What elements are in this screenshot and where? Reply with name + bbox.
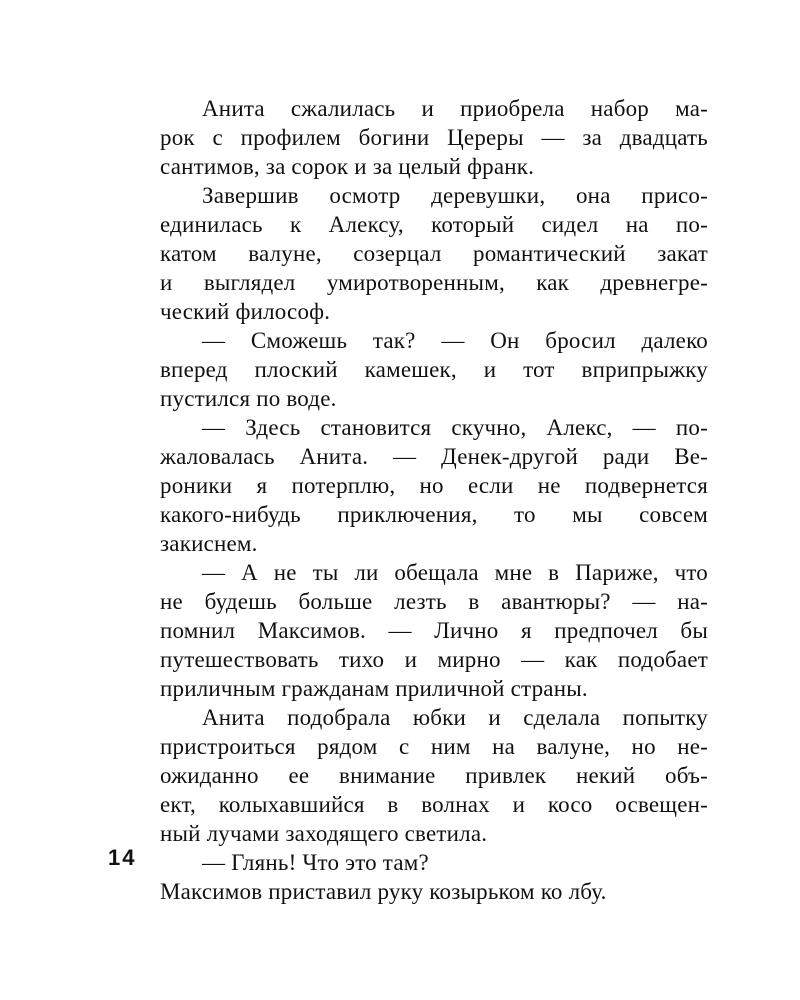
text-line: ожиданно ее внимание привлек некий объ-	[160, 763, 708, 788]
text-line: не будешь больше лезть в авантюры? — на-	[160, 589, 708, 614]
text-line: пустился по воде.	[160, 386, 337, 411]
text-line: сантимов, за сорок и за целый франк.	[160, 154, 535, 179]
text-line: катом валуне, созерцал романтический закат	[160, 241, 708, 266]
text-line: вперед плоский камешек, и тот вприпрыжку	[160, 357, 708, 382]
text-line: ект, колыхавшийся в волнах и косо освещен-	[160, 792, 708, 817]
text-line: закиснем.	[160, 531, 258, 556]
text-line: и выглядел умиротворенным, как древнегре-	[160, 270, 708, 295]
text-line: — Здесь становится скучно, Алекс, — по-	[202, 415, 708, 440]
text-line: — Глянь! Что это там?	[202, 850, 429, 875]
text-line: роники я потерплю, но если не подвернется	[160, 473, 708, 498]
page-number: 14	[108, 845, 137, 870]
text-line: — Сможешь так? — Он бросил далеко	[202, 328, 708, 353]
text-line: приличным гражданам приличной страны.	[160, 676, 588, 701]
text-line: Анита подобрала юбки и сделала попытку	[202, 705, 708, 730]
text-line: какого-нибудь приключения, то мы совсем	[160, 502, 708, 527]
text-line: Завершив осмотр деревушки, она присо-	[202, 183, 708, 208]
text-line: рок с профилем богини Цереры — за двадцать	[160, 125, 708, 150]
text-line: путешествовать тихо и мирно — как подобает	[160, 647, 708, 672]
text-line: Максимов приставил руку козырьком ко лбу.	[160, 879, 607, 904]
text-line: единилась к Алексу, который сидел на по-	[160, 212, 708, 237]
text-line: пристроиться рядом с ним на валуне, но не-	[160, 734, 708, 759]
text-line: Анита сжалилась и приобрела набор ма-	[202, 96, 708, 121]
text-line: — А не ты ли обещала мне в Париже, что	[202, 560, 708, 585]
text-line: ный лучами заходящего светила.	[160, 821, 488, 846]
text-line: ческий философ.	[160, 299, 331, 324]
text-line: жаловалась Анита. — Денек-другой ради Ве-	[160, 444, 708, 469]
book-text	[160, 94, 708, 906]
text-line: помнил Максимов. — Лично я предпочел бы	[160, 618, 708, 643]
